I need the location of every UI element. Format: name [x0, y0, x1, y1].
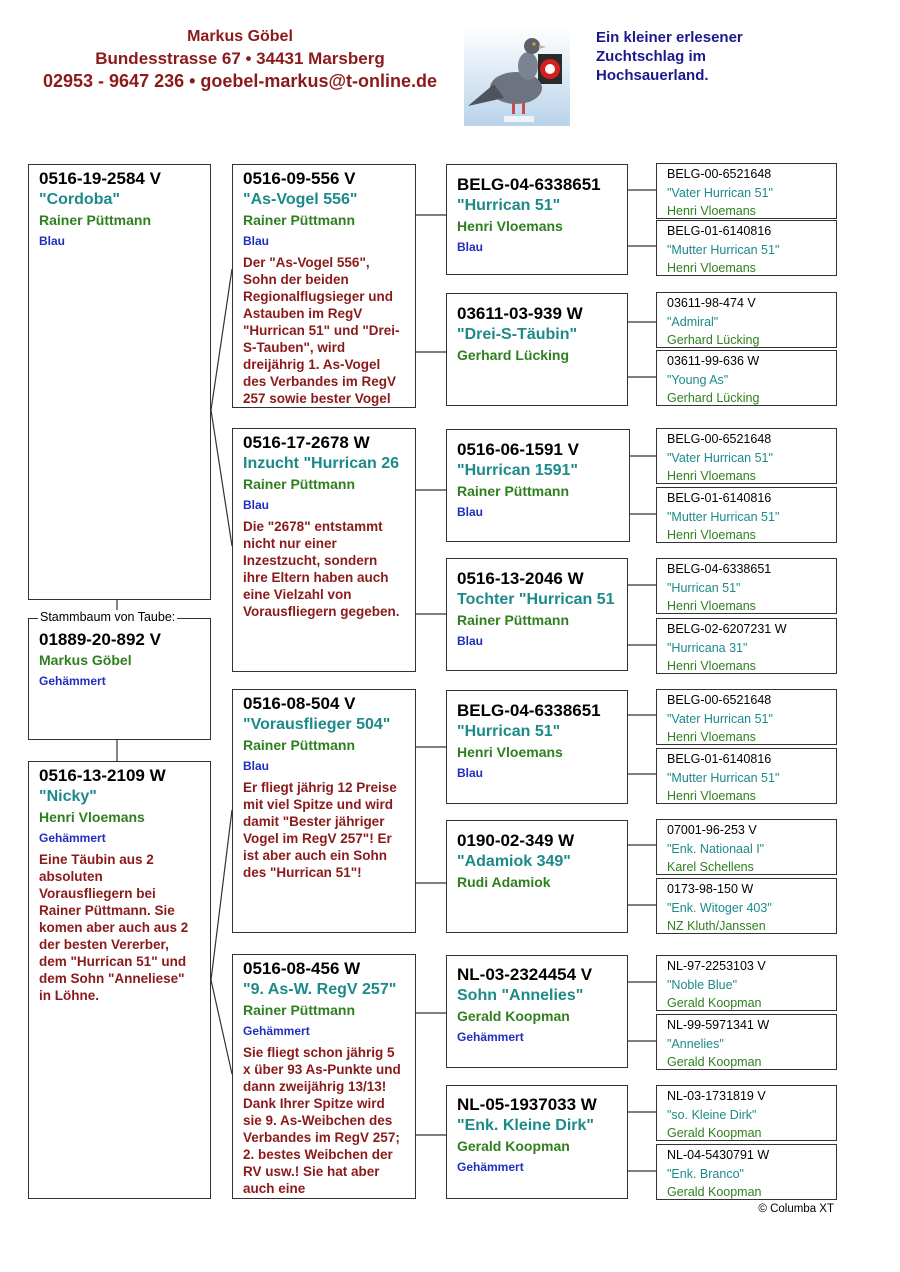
- mother-color: Gehämmert: [39, 831, 106, 845]
- grandparent-card: 0516-08-456 W "9. As-W. RegV 257" Rainer Püttmann Gehämmert Sie fliegt schon jährig 5 x über 93 As-Punkte und dann zweijährig 13/13! Dank Ihrer Spitze wird sie 9. As-Weibchen des Verbandes im RegV 257; 2. bestes Weibchen der RV usw.! Sie hat aber auch eine: [232, 954, 416, 1199]
- father-ring: 0516-19-2584 V: [39, 169, 161, 188]
- ancestor-card: 03611-98-474 V "Admiral" Gerhard Lücking: [656, 292, 837, 348]
- ancestor-card: 0173-98-150 W "Enk. Witoger 403" NZ Kluth/Janssen: [656, 878, 837, 934]
- ancestor-card: BELG-01-6140816 "Mutter Hurrican 51" Henri Vloemans: [656, 487, 837, 543]
- father-color: Blau: [39, 234, 66, 248]
- breeder-contact: 02953 - 9647 236 • goebel-markus@t-online.de: [42, 71, 437, 91]
- ancestor-card: NL-97-2253103 V "Noble Blue" Gerald Koopman: [656, 955, 837, 1011]
- subject-owner: Markus Göbel: [39, 652, 132, 668]
- breeder-address: Bundesstrasse 67 • 34431 Marsberg: [95, 49, 385, 68]
- grandparent-card: 0516-09-556 V "As-Vogel 556" Rainer Püttmann Blau Der "As-Vogel 556", Sohn der beiden Regionalflugsieger und Astauben im RegV "Hurrican 51" und "Drei-S-Tauben", wird dreijährig 1. As-Vogel des Verbandes im RegV 257 sowie bester Vogel: [232, 164, 416, 408]
- grandparent-card: 0516-08-504 V "Vorausflieger 504" Rainer Püttmann Blau Er fliegt jährig 12 Preise mit viel Spitze und wird damit "Bester jähriger Vogel im RegV 257"! Er ist aber auch ein Sohn des "Hurrican 51"!: [232, 689, 416, 933]
- father-name: "Cordoba": [39, 191, 120, 208]
- great-grandparent-card: NL-05-1937033 W "Enk. Kleine Dirk" Gerald Koopman Gehämmert: [446, 1085, 628, 1199]
- ancestor-card: BELG-02-6207231 W "Hurricana 31" Henri Vloemans: [656, 618, 837, 674]
- great-grandparent-card: 0516-13-2046 W Tochter "Hurrican 51 Rainer Püttmann Blau: [446, 558, 628, 671]
- grandparent-card: 0516-17-2678 W Inzucht "Hurrican 26 Rainer Püttmann Blau Die "2678" entstammt nicht nur einer Inzestzucht, sondern ihre Eltern haben auch eine Vielzahl von Vorausfliegern gegeben.: [232, 428, 416, 672]
- ancestor-card: NL-03-1731819 V "so. Kleine Dirk" Gerald Koopman: [656, 1085, 837, 1141]
- ancestor-card: 03611-99-636 W "Young As" Gerhard Lücking: [656, 350, 837, 406]
- mother-ring: 0516-13-2109 W: [39, 766, 166, 785]
- ancestor-card: 07001-96-253 V "Enk. Nationaal I" Karel Schellens: [656, 819, 837, 875]
- grandparent-description: Sie fliegt schon jährig 5 x über 93 As-Punkte und dann zweijährig 13/13! Dank Ihrer Spitze wird sie 9. As-Weibchen des Verbandes im RegV 257; 2. bestes Weibchen der RV usw.! Sie hat aber auch eine: [243, 1045, 401, 1196]
- subject-ring: 01889-20-892 V: [39, 630, 161, 649]
- breeder-name: Markus Göbel: [187, 28, 293, 45]
- mother-description: Eine Täubin aus 2 absoluten Vorausfliegern bei Rainer Püttmann. Sie komen aber auch aus 2 der besten Vererber, dem "Hurrican 51" und dem Sohn "Anneliese" in Löhne.: [39, 852, 189, 1003]
- great-grandparent-card: 0190-02-349 W "Adamiok 349" Rudi Adamiok: [446, 820, 628, 933]
- great-grandparent-card: BELG-04-6338651 "Hurrican 51" Henri Vloemans Blau: [446, 690, 628, 804]
- great-grandparent-card: 03611-03-939 W "Drei-S-Täubin" Gerhard Lücking: [446, 293, 628, 406]
- mother-name: "Nicky": [39, 788, 97, 805]
- father-card: [28, 164, 211, 600]
- ancestor-card: NL-04-5430791 W "Enk. Branco" Gerald Koopman: [656, 1144, 837, 1200]
- father-owner: Rainer Püttmann: [39, 212, 152, 228]
- subject-color: Gehämmert: [39, 674, 106, 688]
- subject-legend: Stammbaum von Taube:: [40, 610, 176, 624]
- ancestor-card: BELG-04-6338651 "Hurrican 51" Henri Vloemans: [656, 558, 837, 614]
- mother-card: [28, 761, 211, 1199]
- mother-owner: Henri Vloemans: [39, 809, 145, 825]
- ancestor-card: BELG-01-6140816 "Mutter Hurrican 51" Henri Vloemans: [656, 220, 837, 276]
- grandparent-description: Die "2678" entstammt nicht nur einer Inzestzucht, sondern ihre Eltern haben auch eine Vielzahl von Vorausfliegern gegeben.: [243, 519, 400, 619]
- ancestor-card: BELG-00-6521648 "Vater Hurrican 51" Henri Vloemans: [656, 163, 837, 219]
- grandparent-description: Er fliegt jährig 12 Preise mit viel Spitze und wird damit "Bester jähriger Vogel im RegV 257"! Er ist aber auch ein Sohn des "Hurrican 51"!: [243, 780, 397, 880]
- ancestor-card: BELG-00-6521648 "Vater Hurrican 51" Henri Vloemans: [656, 689, 837, 745]
- slogan: Ein kleiner erlesener Zuchtschlag im Hochsauerland.: [596, 29, 743, 84]
- subject-card: [28, 618, 211, 740]
- ancestor-card: BELG-01-6140816 "Mutter Hurrican 51" Henri Vloemans: [656, 748, 837, 804]
- ancestor-card: BELG-00-6521648 "Vater Hurrican 51" Henri Vloemans: [656, 428, 837, 484]
- great-grandparent-card: BELG-04-6338651 "Hurrican 51" Henri Vloemans Blau: [446, 164, 628, 275]
- footer-credit: © Columba XT: [758, 1203, 834, 1215]
- great-grandparent-card: 0516-06-1591 V "Hurrican 1591" Rainer Püttmann Blau: [446, 429, 630, 542]
- ancestor-card: NL-99-5971341 W "Annelies" Gerald Koopman: [656, 1014, 837, 1070]
- grandparent-description: Der "As-Vogel 556", Sohn der beiden Regionalflugsieger und Astauben im RegV "Hurrican 51" und "Drei-S-Tauben", wird dreijährig 1. As-Vogel des Verbandes im RegV 257 sowie bester Vogel: [243, 255, 400, 406]
- great-grandparent-card: NL-03-2324454 V Sohn "Annelies" Gerald Koopman Gehämmert: [446, 955, 628, 1068]
